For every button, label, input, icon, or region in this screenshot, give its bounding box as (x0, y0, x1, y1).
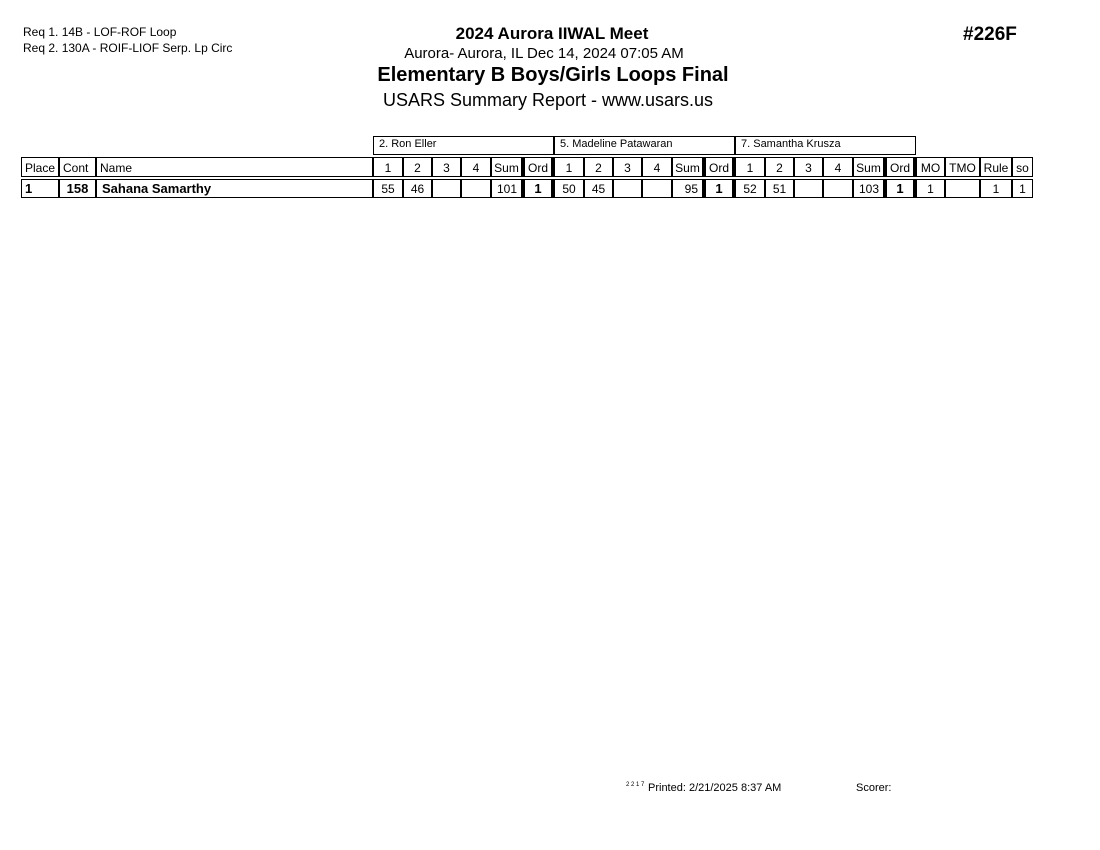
j3-score3 (794, 179, 823, 198)
col-j2-score4: 4 (642, 157, 672, 177)
j2-score3 (613, 179, 642, 198)
col-tmo: TMO (945, 157, 980, 177)
report-title: USARS Summary Report - www.usars.us (382, 90, 714, 110)
printed-timestamp: Printed: 2/21/2025 8:37 AM (648, 782, 782, 794)
j1-ord: 1 (522, 179, 554, 198)
meet-title: 2024 Aurora IIWAL Meet (455, 24, 649, 43)
j1-score4 (461, 179, 491, 198)
requirement-1: Req 1. 14B - LOF-ROF Loop (23, 25, 177, 39)
col-mo: MO (916, 157, 945, 177)
col-rule: Rule (980, 157, 1012, 177)
j2-sum: 95 (672, 179, 703, 198)
scorer-label: Scorer: (856, 782, 892, 794)
j1-sum: 101 (491, 179, 522, 198)
j2-ord: 1 (703, 179, 735, 198)
col-j2-score3: 3 (613, 157, 642, 177)
row-mo: 1 (916, 179, 945, 198)
j1-score2: 46 (403, 179, 432, 198)
col-j3-ord: Ord (884, 157, 916, 177)
col-j2-score1: 1 (554, 157, 584, 177)
col-j2-ord: Ord (703, 157, 735, 177)
j3-score2: 51 (765, 179, 794, 198)
col-name: Name (96, 157, 373, 177)
col-j3-score2: 2 (765, 157, 794, 177)
page-mark-text: 2 2 1 7 (626, 782, 645, 788)
col-j1-score1: 1 (373, 157, 403, 177)
event-title: Elementary B Boys/Girls Loops Final (377, 64, 729, 86)
j2-score4 (642, 179, 672, 198)
col-j3-sum: Sum (853, 157, 884, 177)
col-j2-score2: 2 (584, 157, 613, 177)
col-j3-score3: 3 (794, 157, 823, 177)
col-place: Place (21, 157, 59, 177)
col-j1-ord: Ord (522, 157, 554, 177)
col-j3-score4: 4 (823, 157, 853, 177)
col-j1-score2: 2 (403, 157, 432, 177)
j1-score1: 55 (373, 179, 403, 198)
j1-score3 (432, 179, 461, 198)
col-j1-score3: 3 (432, 157, 461, 177)
event-code: #226F (963, 24, 1017, 45)
judge-3-header: 7. Samantha Krusza (735, 136, 916, 155)
col-j1-sum: Sum (491, 157, 522, 177)
row-place: 1 (21, 179, 59, 198)
j3-score4 (823, 179, 853, 198)
row-cont: 158 (59, 179, 96, 198)
col-cont: Cont (59, 157, 96, 177)
col-j1-score4: 4 (461, 157, 491, 177)
col-j3-score1: 1 (735, 157, 765, 177)
j2-score2: 45 (584, 179, 613, 198)
judge-2-header: 5. Madeline Patawaran (554, 136, 735, 155)
j2-score1: 50 (554, 179, 584, 198)
j3-score1: 52 (735, 179, 765, 198)
col-so: so (1012, 157, 1033, 177)
col-j2-sum: Sum (672, 157, 703, 177)
row-so: 1 (1012, 179, 1033, 198)
judge-1-header: 2. Ron Eller (373, 136, 554, 155)
row-rule: 1 (980, 179, 1012, 198)
requirement-2: Req 2. 130A - ROIF-LIOF Serp. Lp Circ (23, 41, 233, 55)
row-name: Sahana Samarthy (96, 179, 373, 198)
location-date: Aurora- Aurora, IL Dec 14, 2024 07:05 AM (404, 45, 684, 62)
j3-sum: 103 (853, 179, 884, 198)
page-mark (626, 782, 644, 794)
row-tmo (945, 179, 980, 198)
j3-ord: 1 (884, 179, 916, 198)
